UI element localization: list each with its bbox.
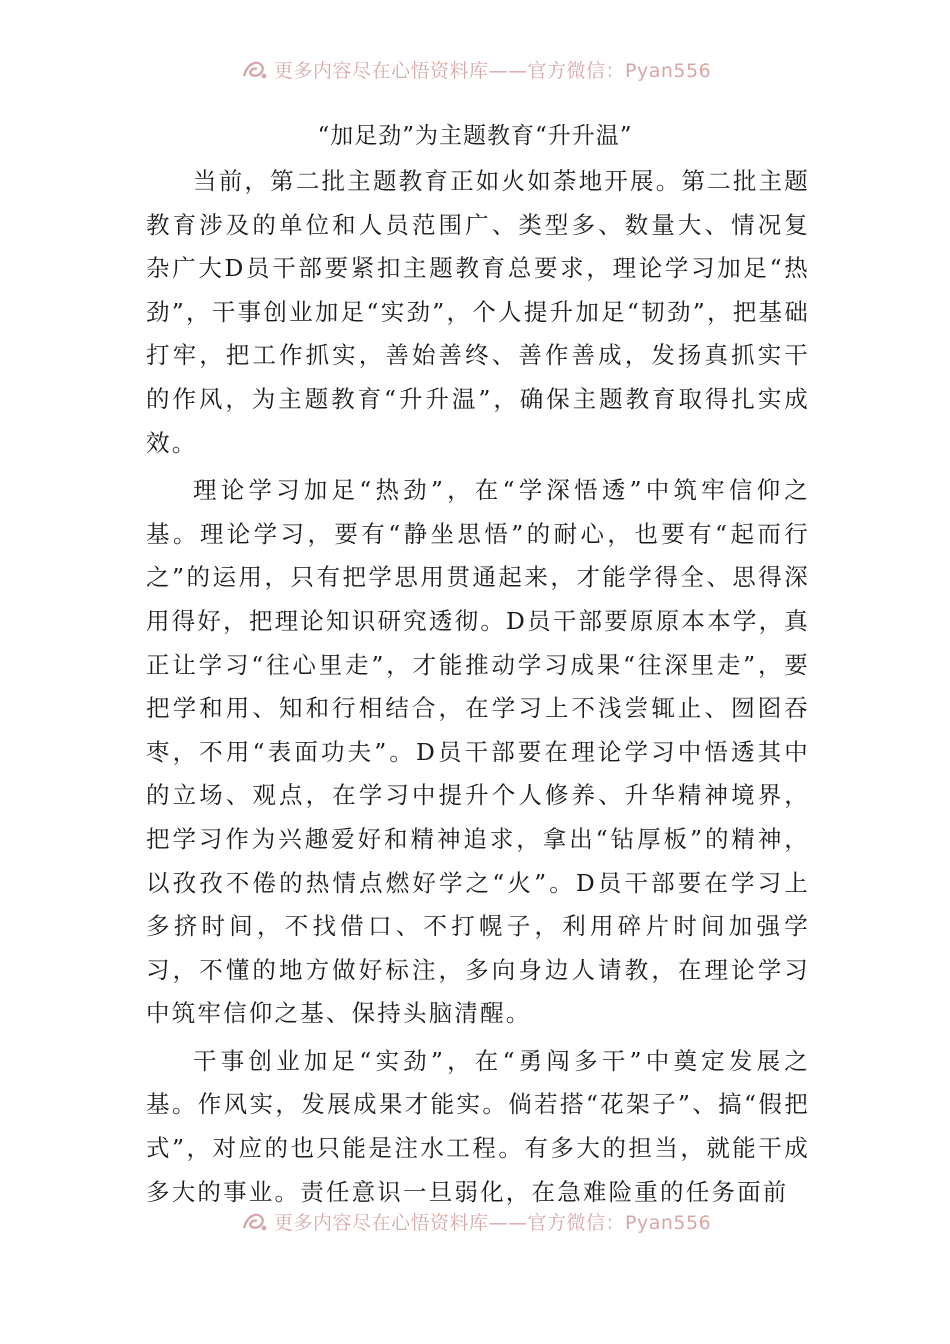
watermark-text: 更多内容尽在心悟资料库——官方微信：Pyan556 bbox=[274, 1211, 712, 1234]
stylized-mark-icon bbox=[240, 1208, 270, 1234]
paragraph-work-practice: 干事创业加足“实劲”，在“勇闯多干”中奠定发展之基。作风实，发展成果才能实。倘若搭“花架子”、搞“假把式”，对应的也只能是注水工程。有多大的担当，就能干成多大的事业。责任意识一旦弱化，在急难险重的任务面前 bbox=[146, 1046, 810, 1206]
watermark-header bbox=[240, 54, 711, 84]
paragraph-theory-study: 理论学习加足“热劲”，在“学深悟透”中筑牢信仰之基。理论学习，要有“静坐思悟”的耐心，也要有“起而行之”的运用，只有把学思用贯通起来，才能学得全、思得深用得好，把理论知识研究透彻。D员干部要原原本本学，真正让学习“往心里走”，才能推动学习成果“往深里走”，要把学和用、知和行相结合，在学习上不浅尝辄止、囫囵吞枣，不用“表面功夫”。D员干部要在理论学习中悟透其中的立场、观点，在学习中提升个人修养、升华精神境界，把学习作为兴趣爱好和精神追求，拿出“钻厚板”的精神，以孜孜不倦的热情点燃好学之“火”。D员干部要在学习上多挤时间，不找借口、不打幌子，利用碎片时间加强学习，不懂的地方做好标注，多向身边人请教，在理论学习中筑牢信仰之基、保持头脑清醒。 bbox=[146, 476, 810, 1028]
watermark-text: 更多内容尽在心悟资料库——官方微信：Pyan556 bbox=[274, 59, 712, 82]
paragraph-intro: 当前，第二批主题教育正如火如荼地开展。第二批主题教育涉及的单位和人员范围广、类型多、数量大、情况复杂广大D员干部要紧扣主题教育总要求，理论学习加足“热劲”，干事创业加足“实劲”，个人提升加足“韧劲”，把基础打牢，把工作抓实，善始善终、善作善成，发扬真抓实干的作风，为主题教育“升升温”，确保主题教育取得扎实成效。 bbox=[146, 167, 810, 457]
document-title: “加足劲”为主题教育“升升温” bbox=[317, 123, 633, 149]
stylized-mark-icon bbox=[240, 56, 270, 82]
watermark-footer bbox=[240, 1206, 711, 1236]
document-body bbox=[146, 160, 810, 1218]
